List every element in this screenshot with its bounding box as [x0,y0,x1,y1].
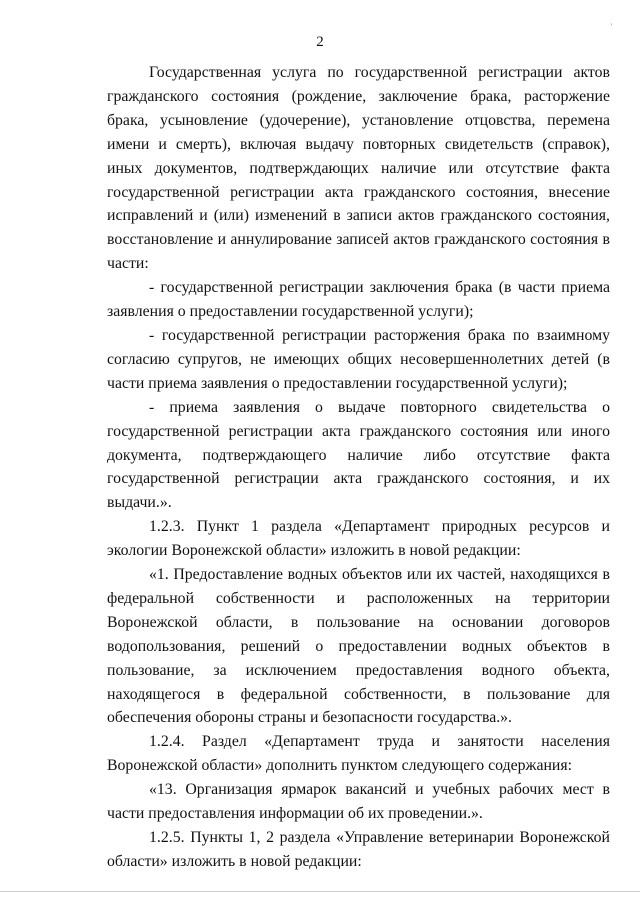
page-number: 2 [316,34,324,50]
quoted-item-job-fairs: «13. Организация ярмарок вакансий и учебных рабочих мест в части предоставления информации об их проведении.». [107,781,610,823]
paragraph-1-2-3: 1.2.3. Пункт 1 раздела «Департамент природных ресурсов и экологии Воронежской области» изложить в новой редакции: [107,518,610,560]
bottom-divider [0,891,640,892]
list-item-divorce-registration: - государственной регистрации расторжения брака по взаимному согласию супругов, не имеющих общих несовершеннолетних детей (в части приема заявления о предоставлении государственной услуги); [107,326,610,392]
quoted-item-water-objects: «1. Предоставление водных объектов или их частей, находящихся в федеральной собственности и расположенных на территории Воронежской области, в пользование на основании договоров водопользования, решений о предоставлении водных объектов в пользование, за исключением предоставления водного объекта, находящегося в федеральной собственности, в пользование для обеспечения обороны страны и безопасности государства.». [107,566,610,727]
paragraph-state-service-civil-registration: Государственная услуга по государственной регистрации актов гражданского состояния (рождение, заключение брака, расторжение брака, усыновление (удочерение), установление отцовства, перемена имени и смерть), включая выдачу повторных свидетельств (справок), иных документов, подтверждающих наличие или отсутствие факта государственной регистрации акта гражданского состояния, внесение исправлений и (или) изменений в записи актов гражданского состояния, восстановление и аннулирование записей актов гражданского состояния в части: [107,64,610,273]
list-item-marriage-registration: - государственной регистрации заключения брака (в части приема заявления о предоставлении государственной услуги); [107,279,610,321]
corner-mark: ' [610,22,612,31]
list-item-repeat-certificate: - приема заявления о выдаче повторного свидетельства о государственной регистрации акта гражданского состояния или иного документа, подтверждающего наличие либо отсутствие факта государственной регистрации акта гражданского состояния, и их выдачи.». [107,398,610,512]
paragraph-1-2-5: 1.2.5. Пункты 1, 2 раздела «Управление ветеринарии Воронежской области» изложить в новой редакции: [107,829,610,870]
document-body [107,61,610,874]
paragraph-1-2-4: 1.2.4. Раздел «Департамент труда и занятости населения Воронежской области» дополнить пунктом следующего содержания: [107,733,610,775]
